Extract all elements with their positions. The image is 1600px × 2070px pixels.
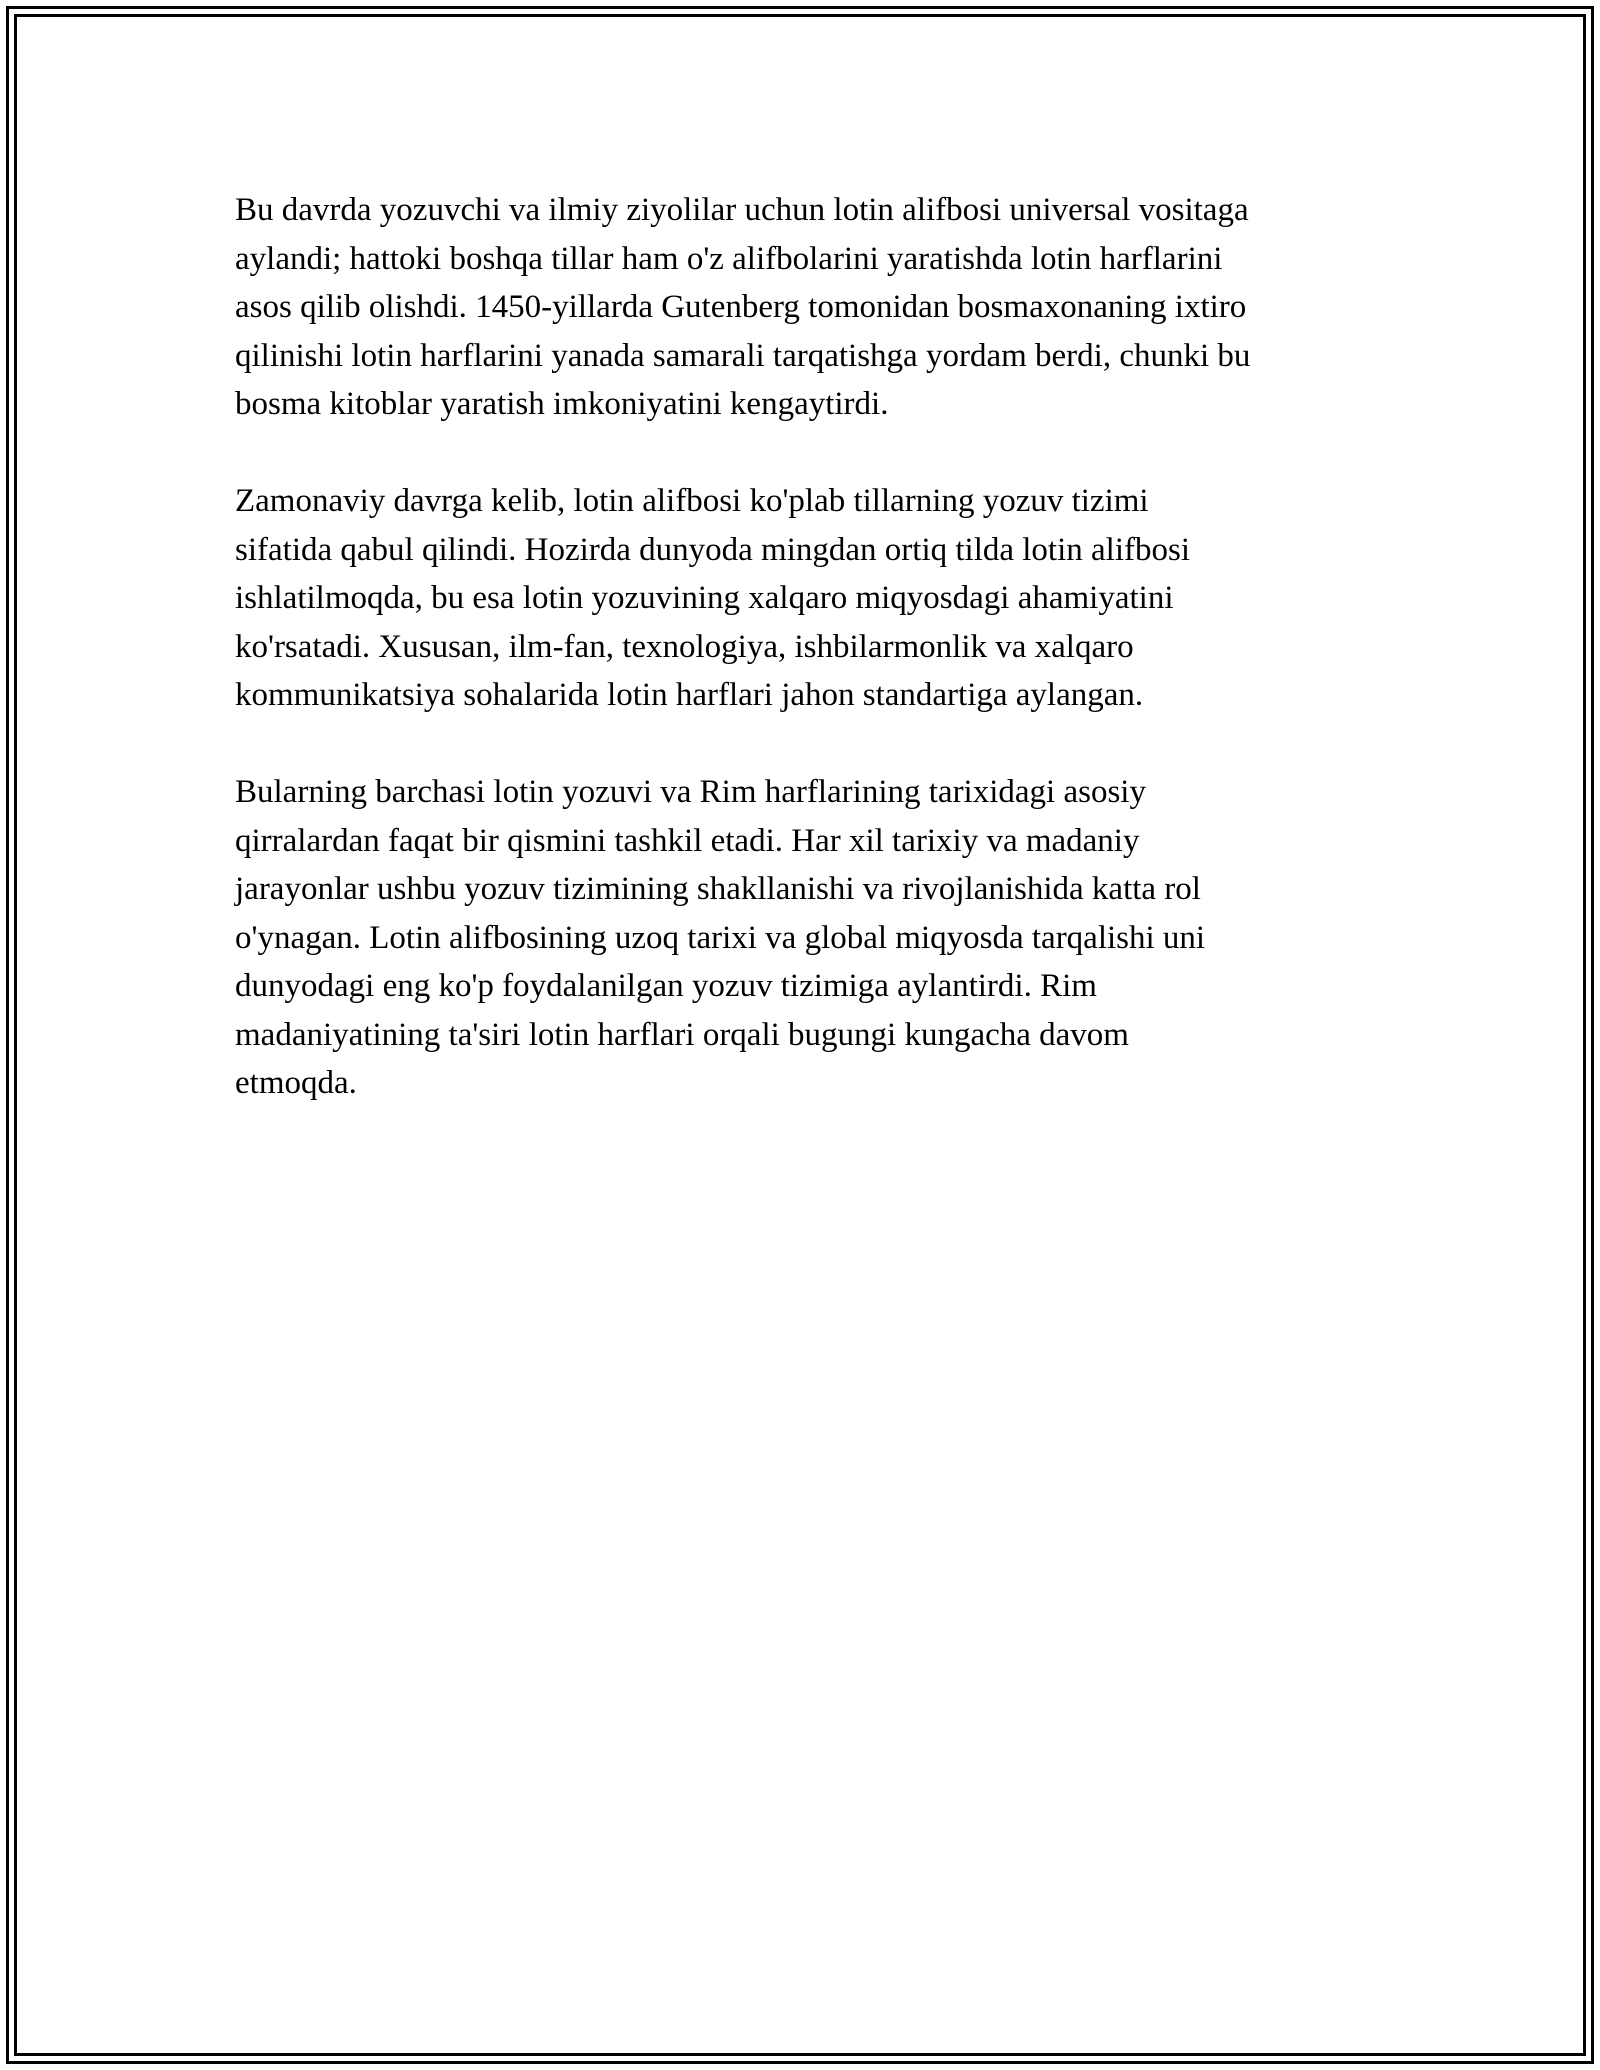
paragraph-line: madaniyatining ta'siri lotin harflari orqali bugungi kungacha davom <box>235 1016 1129 1053</box>
paragraph-line: o'ynagan. Lotin alifbosining uzoq tarixi va global miqyosda tarqalishi uni <box>235 919 1206 956</box>
paragraph-line: Zamonaviy davrga kelib, lotin alifbosi ko'plab tillarning yozuv tizimi <box>235 483 1149 519</box>
paragraph-line: Bularning barchasi lotin yozuvi va Rim harflarining tarixidagi asosiy <box>235 774 1146 810</box>
paragraph-line: Bu davrda yozuvchi va ilmiy ziyolilar uchun lotin alifbosi universal vositaga <box>235 192 1249 228</box>
paragraph-line: dunyodagi eng ko'p foydalanilgan yozuv tizimiga aylantirdi. Rim <box>235 968 1097 1004</box>
paragraph-line: jarayonlar ushbu yozuv tizimining shakllanishi va rivojlanishida katta rol <box>235 871 1201 907</box>
paragraph-line: kommunikatsiya sohalarida lotin harflari jahon standartiga aylangan. <box>235 677 1144 713</box>
paragraph-line: asos qilib olishdi. 1450-yillarda Gutenberg tomonidan bosmaxonaning ixtiro <box>235 289 1247 325</box>
paragraph-line: aylandi; hattoki boshqa tillar ham o'z alifbolarini yaratishda lotin harflarini <box>235 240 1223 277</box>
paragraph-line: sifatida qabul qilindi. Hozirda dunyoda mingdan ortiq tilda lotin alifbosi <box>235 531 1191 568</box>
paragraph-line: ko'rsatadi. Xususan, ilm-fan, texnologiya, ishbilarmonlik va xalqaro <box>235 628 1134 665</box>
paragraph-line: qirralardan faqat bir qismini tashkil etadi. Har xil tarixiy va madaniy <box>235 822 1140 859</box>
paragraph-line: bosma kitoblar yaratish imkoniyatini kengaytirdi. <box>235 386 889 422</box>
paragraph-line: qilinishi lotin harflarini yanada samarali tarqatishga yordam berdi, chunki bu <box>235 337 1251 374</box>
document-body <box>235 186 1375 1156</box>
paragraph-2 <box>235 477 1375 720</box>
paragraph-1 <box>235 186 1375 429</box>
paragraph-3 <box>235 768 1375 1108</box>
paragraph-line: ishlatilmoqda, bu esa lotin yozuvining xalqaro miqyosdagi ahamiyatini <box>235 580 1174 616</box>
paragraph-line: etmoqda. <box>235 1065 357 1101</box>
